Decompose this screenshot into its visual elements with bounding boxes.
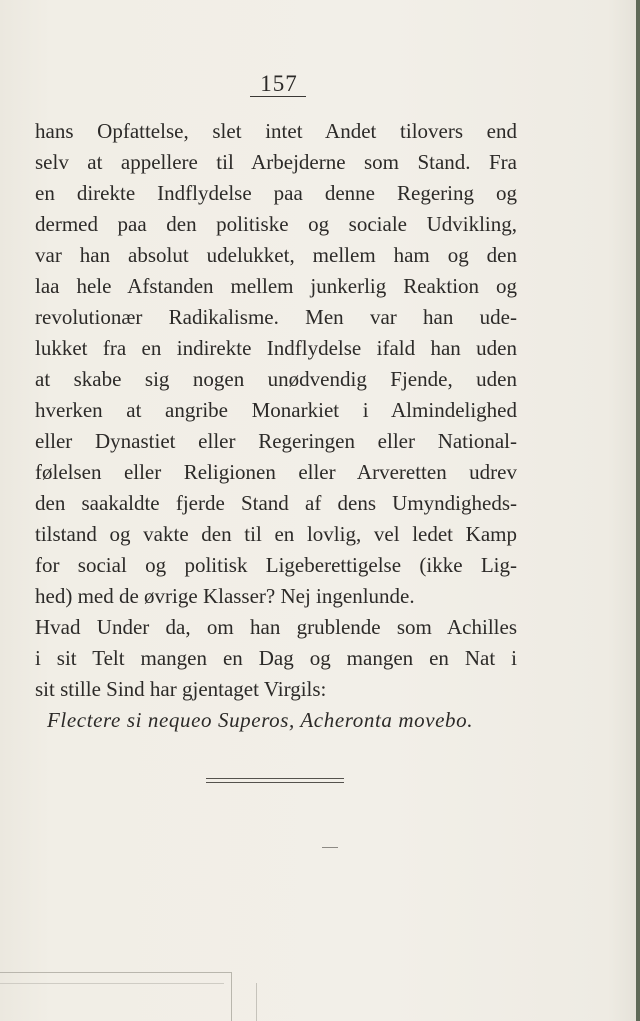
text-line: selv at appellere til Arbejderne som Stand. Fra bbox=[35, 150, 517, 174]
text-line: hed) med de øvrige Klasser? Nej ingenlunde. bbox=[35, 584, 415, 608]
text-line: revolutionær Radikalisme. Men var han ude- bbox=[35, 305, 517, 329]
divider-rule-bottom bbox=[206, 782, 344, 783]
text-line: hverken at angribe Monarkiet i Almindelighed bbox=[35, 398, 517, 422]
fold-edge bbox=[256, 983, 257, 1021]
text-line: følelsen eller Religionen eller Arveretten udrev bbox=[35, 460, 517, 484]
text-line: tilstand og vakte den til en lovlig, vel ledet Kamp bbox=[35, 522, 517, 546]
fold-line bbox=[0, 983, 224, 984]
text-line: en direkte Indflydelse paa denne Regering og bbox=[35, 181, 517, 205]
page-corner-fold bbox=[0, 972, 232, 1021]
text-line: at skabe sig nogen unødvendig Fjende, uden bbox=[35, 367, 517, 391]
text-line: laa hele Afstanden mellem junkerlig Reaktion og bbox=[35, 274, 517, 298]
text-line: sit stille Sind har gjentaget Virgils: bbox=[35, 677, 327, 701]
text-line: Hvad Under da, om han grublende som Achilles bbox=[35, 615, 517, 639]
text-line: for social og politisk Ligeberettigelse (ikke Lig- bbox=[35, 553, 517, 577]
section-divider bbox=[206, 778, 344, 784]
body-text bbox=[35, 116, 517, 736]
text-line: den saakaldte fjerde Stand af dens Umyndigheds- bbox=[35, 491, 517, 515]
page-number: 157 bbox=[260, 71, 298, 96]
page-number-underline bbox=[250, 96, 306, 97]
text-line: var han absolut udelukket, mellem ham og den bbox=[35, 243, 517, 267]
text-line: dermed paa den politiske og sociale Udvikling, bbox=[35, 212, 517, 236]
text-line: hans Opfattelse, slet intet Andet tilovers end bbox=[35, 119, 517, 143]
latin-quote: Flectere si nequeo Superos, Acheronta movebo. bbox=[47, 708, 474, 732]
text-line: lukket fra en indirekte Indflydelse ifald han uden bbox=[35, 336, 517, 360]
page-edge-shadow bbox=[636, 0, 640, 1021]
print-mark bbox=[322, 847, 338, 848]
text-line: i sit Telt mangen en Dag og mangen en Nat i bbox=[35, 646, 517, 670]
text-line: eller Dynastiet eller Regeringen eller National- bbox=[35, 429, 517, 453]
divider-rule-top bbox=[206, 778, 344, 779]
